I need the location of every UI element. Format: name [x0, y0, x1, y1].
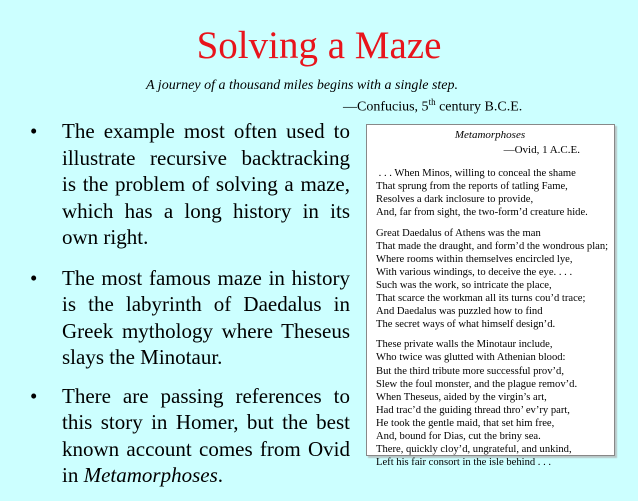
bullet-text: There are passing references to this story in Homer, but the best known account comes from Ovid in: [62, 383, 350, 487]
poem-line: Had trac’d the guiding thread thro’ ev’ry part,: [376, 404, 570, 416]
poem-line: When Theseus, aided by the virgin’s art,: [376, 391, 547, 403]
epigraph-attribution: [343, 94, 522, 116]
poem-line: And Daedalus was puzzled how to find: [376, 306, 543, 318]
poem-stanza: [376, 338, 614, 469]
bullet-text-italic: Metamorphoses: [83, 463, 218, 487]
bullet-text-end: .: [217, 463, 223, 487]
poem-line: . . . When Minos, willing to conceal the shame: [376, 168, 576, 180]
poem-line: Great Daedalus of Athens was the man: [376, 227, 541, 239]
bullet-item: [30, 118, 350, 251]
poem-line: Left his fair consort in the isle behind . . .: [376, 457, 552, 469]
poem-line: Who twice was glutted with Athenian blood:: [376, 352, 566, 364]
poem-line: That sprung from the reports of tatling Fame,: [376, 181, 568, 193]
bullet-dot-icon: •: [30, 119, 38, 143]
poem-line: That made the draught, and form’d the wondrous plan;: [376, 240, 609, 252]
attribution-superscript: th: [428, 97, 436, 107]
poem-line: With various windings, to deceive the eye. . . .: [376, 266, 573, 278]
bullet-text: The example most often used to illustrate recursive backtracking is the problem of solving a maze, which has a long history in its own right.: [62, 119, 350, 249]
poem-author: —Ovid, 1 A.C.E.: [503, 144, 580, 157]
poem-title: Metamorphoses: [454, 129, 526, 141]
bullet-list: [30, 118, 350, 501]
slide-title: Solving a Maze: [196, 24, 442, 67]
attribution-text: —Confucius, 5: [343, 99, 429, 115]
poem-stanza: [376, 227, 614, 332]
poem-line: That scarce the workman all its turns cou’d trace;: [376, 293, 586, 305]
epigraph-quote: A journey of a thousand miles begins with a single step.: [146, 78, 459, 93]
bullet-item: [30, 265, 350, 371]
poem-line: Slew the foul monster, and the plague remov’d.: [376, 378, 578, 390]
bullet-dot-icon: •: [30, 265, 38, 290]
bullet-item: [30, 383, 350, 489]
poem-line: But the third tribute more successful prov’d,: [376, 365, 564, 377]
poem-line: Such was the work, so intricate the place,: [376, 279, 552, 291]
poem-line: Resolves a dark inclosure to provide,: [376, 194, 534, 206]
poem-stanza: [376, 167, 614, 219]
poem-line: There, quickly cloy’d, ungrateful, and unkind,: [376, 444, 572, 456]
poem-line: The secret ways of what himself design’d.: [376, 319, 556, 331]
poem-line: And, bound for Dias, cut the briny sea.: [376, 430, 541, 442]
bullet-text: The most famous maze in history is the labyrinth of Daedalus in Greek mythology where Theseus slays the Minotaur.: [62, 265, 350, 369]
attribution-text-end: century B.C.E.: [435, 99, 523, 115]
poem-box: [366, 124, 615, 469]
poem-line: And, far from sight, the two-form’d creature hide.: [376, 207, 588, 219]
poem-line: He took the gentle maid, that set him free,: [376, 417, 555, 429]
poem-line: These private walls the Minotaur include,: [376, 339, 553, 351]
poem-line: Where rooms within themselves encircled lye,: [376, 253, 573, 265]
bullet-dot-icon: •: [30, 383, 38, 408]
